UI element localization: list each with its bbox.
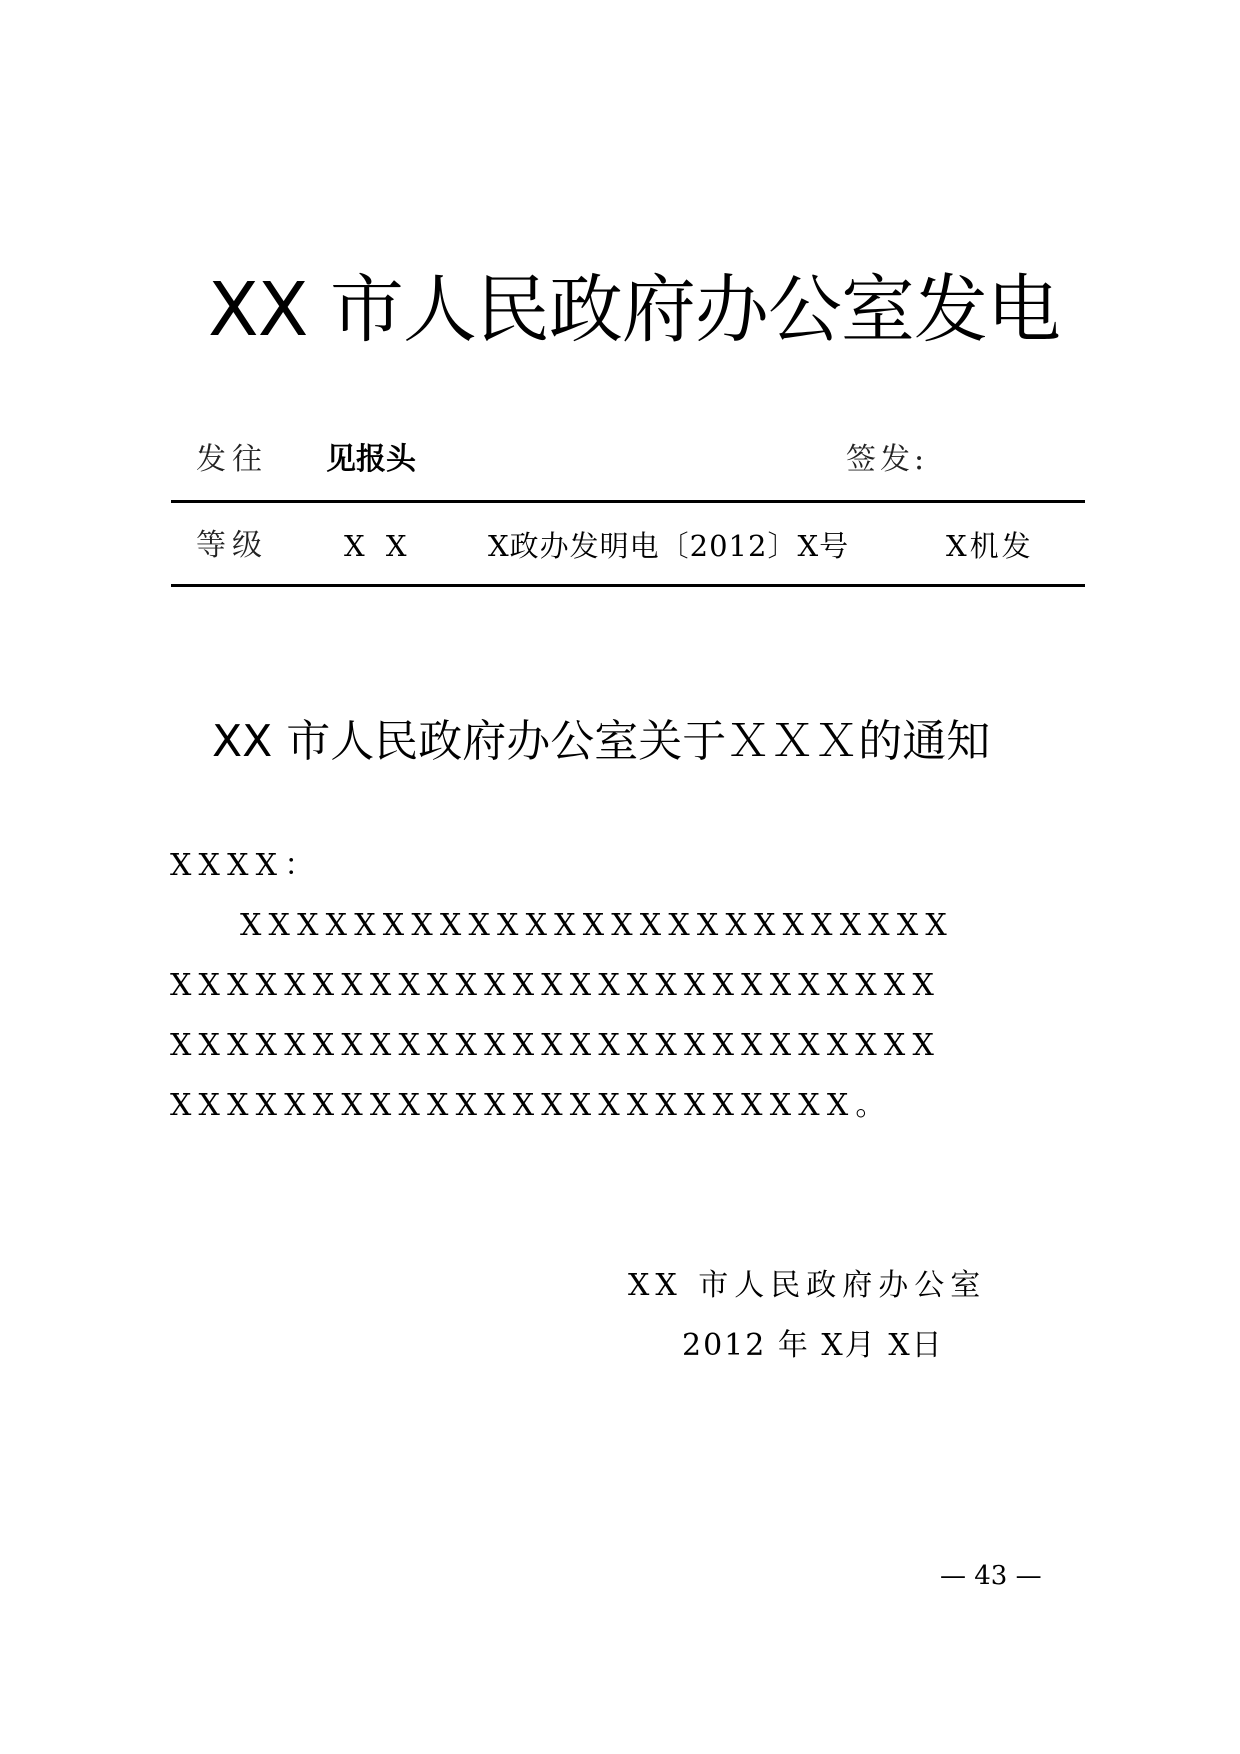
- document-header-title: XX 市人民政府办公室发电: [208, 267, 1060, 353]
- page-number: — 43 —: [940, 1561, 1042, 1591]
- header-rule-bottom: [171, 584, 1085, 587]
- salutation: XXXX：: [170, 848, 322, 883]
- body-line: XXXXXXXXXXXXXXXXXXXXXXXXXXX: [170, 1028, 942, 1063]
- signature-date: 2012 年 X月 X日: [682, 1328, 944, 1363]
- body-line: XXXXXXXXXXXXXXXXXXXXXXXXXXX: [170, 968, 942, 1003]
- signer-label: 签发:: [846, 442, 929, 477]
- signature-organization: XX 市人民政府办公室: [628, 1268, 987, 1303]
- grade-value: X X: [344, 529, 413, 563]
- grade-label: 等级: [196, 528, 268, 563]
- body-line: XXXXXXXXXXXXXXXXXXXXXXXXX: [240, 908, 954, 943]
- body-line: XXXXXXXXXXXXXXXXXXXXXXXX。: [170, 1088, 893, 1123]
- send-to-label: 发往: [196, 442, 268, 477]
- send-to-value: 见报头: [326, 442, 416, 477]
- sender-office: X机发: [946, 529, 1034, 563]
- header-rule-top: [171, 500, 1085, 503]
- notice-title: XX 市人民政府办公室关于ＸＸＸ的通知: [212, 716, 991, 767]
- document-number: X政办发明电〔2012〕X号: [488, 529, 850, 563]
